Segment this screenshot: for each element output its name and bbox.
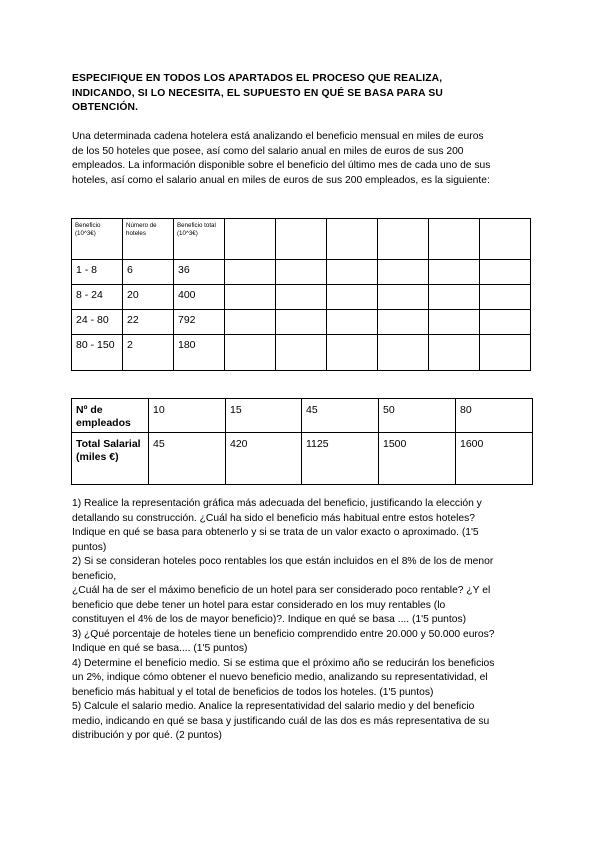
empty-cell [378,285,429,310]
empty-cell [480,219,531,260]
empty-cell [276,260,327,285]
empty-cell [276,310,327,335]
table-cell: 1500 [379,433,456,485]
empty-cell [327,310,378,335]
table-cell: 6 [123,260,174,285]
empty-cell [225,260,276,285]
table-row [72,260,531,285]
question-line: 3) ¿Qué porcentaje de hoteles tiene un beneficio comprendido entre 20.000 y 50.000 euros? [72,628,495,640]
question-line: 4) Determine el beneficio medio. Si se estima que el próximo año se reducirán los beneficios [72,657,495,669]
table-row [72,335,531,371]
table-cell: 400 [174,285,225,310]
header-hotel-count: Número de hoteles [123,219,174,260]
empty-cell [225,285,276,310]
table-cell: 792 [174,310,225,335]
question-line: un 2%, indique cómo obtener el nuevo beneficio medio, analizando su representatividad, el [72,672,488,683]
table-header-row [72,219,531,260]
employees-row [72,399,533,433]
table-cell: 1 - 8 [72,260,123,285]
employees-label: Nº de empleados [72,399,149,433]
table-cell: 20 [123,285,174,310]
empty-cell [276,335,327,371]
empty-cell [327,335,378,371]
table-cell: 80 - 150 [72,335,123,371]
empty-cell [327,219,378,260]
empty-cell [480,335,531,371]
intro-line: hoteles, así como el salario anual en miles de euros de sus 200 empleados, es la siguiente: [72,174,490,186]
salary-row [72,433,533,485]
empty-cell [378,310,429,335]
heading-line: ESPECIFIQUE EN TODOS LOS APARTADOS EL PROCESO QUE REALIZA, [72,73,443,84]
table-cell: 24 - 80 [72,310,123,335]
heading-line: INDICANDO, SI LO NECESITA, EL SUPUESTO EN QUÉ SE BASA PARA SU [72,87,443,99]
question-line: beneficio más habitual y el total de beneficios de todos los hoteles. (1'5 puntos) [72,686,434,698]
table-cell: 80 [456,399,533,433]
table-cell: 180 [174,335,225,371]
intro-line: empleados. La información disponible sobre el beneficio del último mes de cada uno de sus [72,160,491,171]
empty-cell [327,260,378,285]
question-line: ¿Cuál ha de ser el máximo beneficio de un hotel para ser considerado poco rentable? ¿Y el [72,585,491,596]
header-total-profit: Beneficio total (10^3€) [174,219,225,260]
empty-cell [378,260,429,285]
question-line: Indique en qué se basa para obtenerlo y si se trata de un valor exacto o aproximado. (1'5 [72,527,479,538]
empty-cell [225,219,276,260]
empty-cell [480,310,531,335]
table-cell: 1125 [302,433,379,485]
empty-cell [378,335,429,371]
table-cell: 45 [149,433,226,485]
table-cell: 2 [123,335,174,371]
empty-cell [429,335,480,371]
table-cell: 45 [302,399,379,433]
table-cell: 15 [226,399,302,433]
question-line: constituyen el 4% de los de mayor beneficio)?. Indique en qué se basa .... (1'5 puntos) [72,614,467,625]
heading-line: OBTENCIÓN. [72,102,139,113]
table-cell: 22 [123,310,174,335]
question-line: beneficio que debe tener un hotel para estar considerado en los muy rentables (lo [72,599,446,611]
table-row [72,285,531,310]
question-line: Indique en qué se basa.... (1'5 puntos) [72,643,248,654]
empty-cell [429,260,480,285]
table-cell: 1600 [456,433,533,485]
question-line: 1) Realice la representación gráfica más adecuada del beneficio, justificando la elección y [72,498,482,509]
empty-cell [480,285,531,310]
question-line: beneficio, [72,570,117,582]
table-cell: 10 [149,399,226,433]
intro-line: Una determinada cadena hotelera está analizando el beneficio mensual en miles de euros [72,131,484,142]
empty-cell [225,310,276,335]
empty-cell [276,285,327,310]
instructions-heading [72,72,542,116]
empty-cell [429,219,480,260]
empty-cell [276,219,327,260]
question-line: distribución y por qué. (2 puntos) [72,730,222,741]
hotel-profit-table [71,218,531,371]
questions-list [72,497,542,744]
question-line: medio, indicando en qué se basa y justificando cuál de las dos es más representativa de su [72,715,490,727]
empty-cell [480,260,531,285]
empty-cell [327,285,378,310]
empty-cell [429,310,480,335]
empty-cell [225,335,276,371]
table-cell: 420 [226,433,302,485]
empty-cell [378,219,429,260]
salary-label: Total Salarial (miles €) [72,433,149,485]
question-line: 2) Si se consideran hoteles poco rentables los que están incluidos en el 8% de los de menor [72,556,494,567]
question-line: 5) Calcule el salario medio. Analice la representatividad del salario medio y del beneficio [72,701,475,712]
intro-line: de los 50 hoteles que posee, así como del salario anual en miles de euros de sus 200 [72,145,464,157]
intro-paragraph [72,130,542,188]
table-cell: 36 [174,260,225,285]
question-line: puntos) [72,541,107,553]
empty-cell [429,285,480,310]
header-profit: Beneficio (10^3€) [72,219,123,260]
table-cell: 8 - 24 [72,285,123,310]
table-cell: 50 [379,399,456,433]
question-line: detallando su construcción. ¿Cuál ha sido el beneficio más habitual entre estos hoteles? [72,512,475,524]
table-row [72,310,531,335]
salary-table [71,398,533,485]
